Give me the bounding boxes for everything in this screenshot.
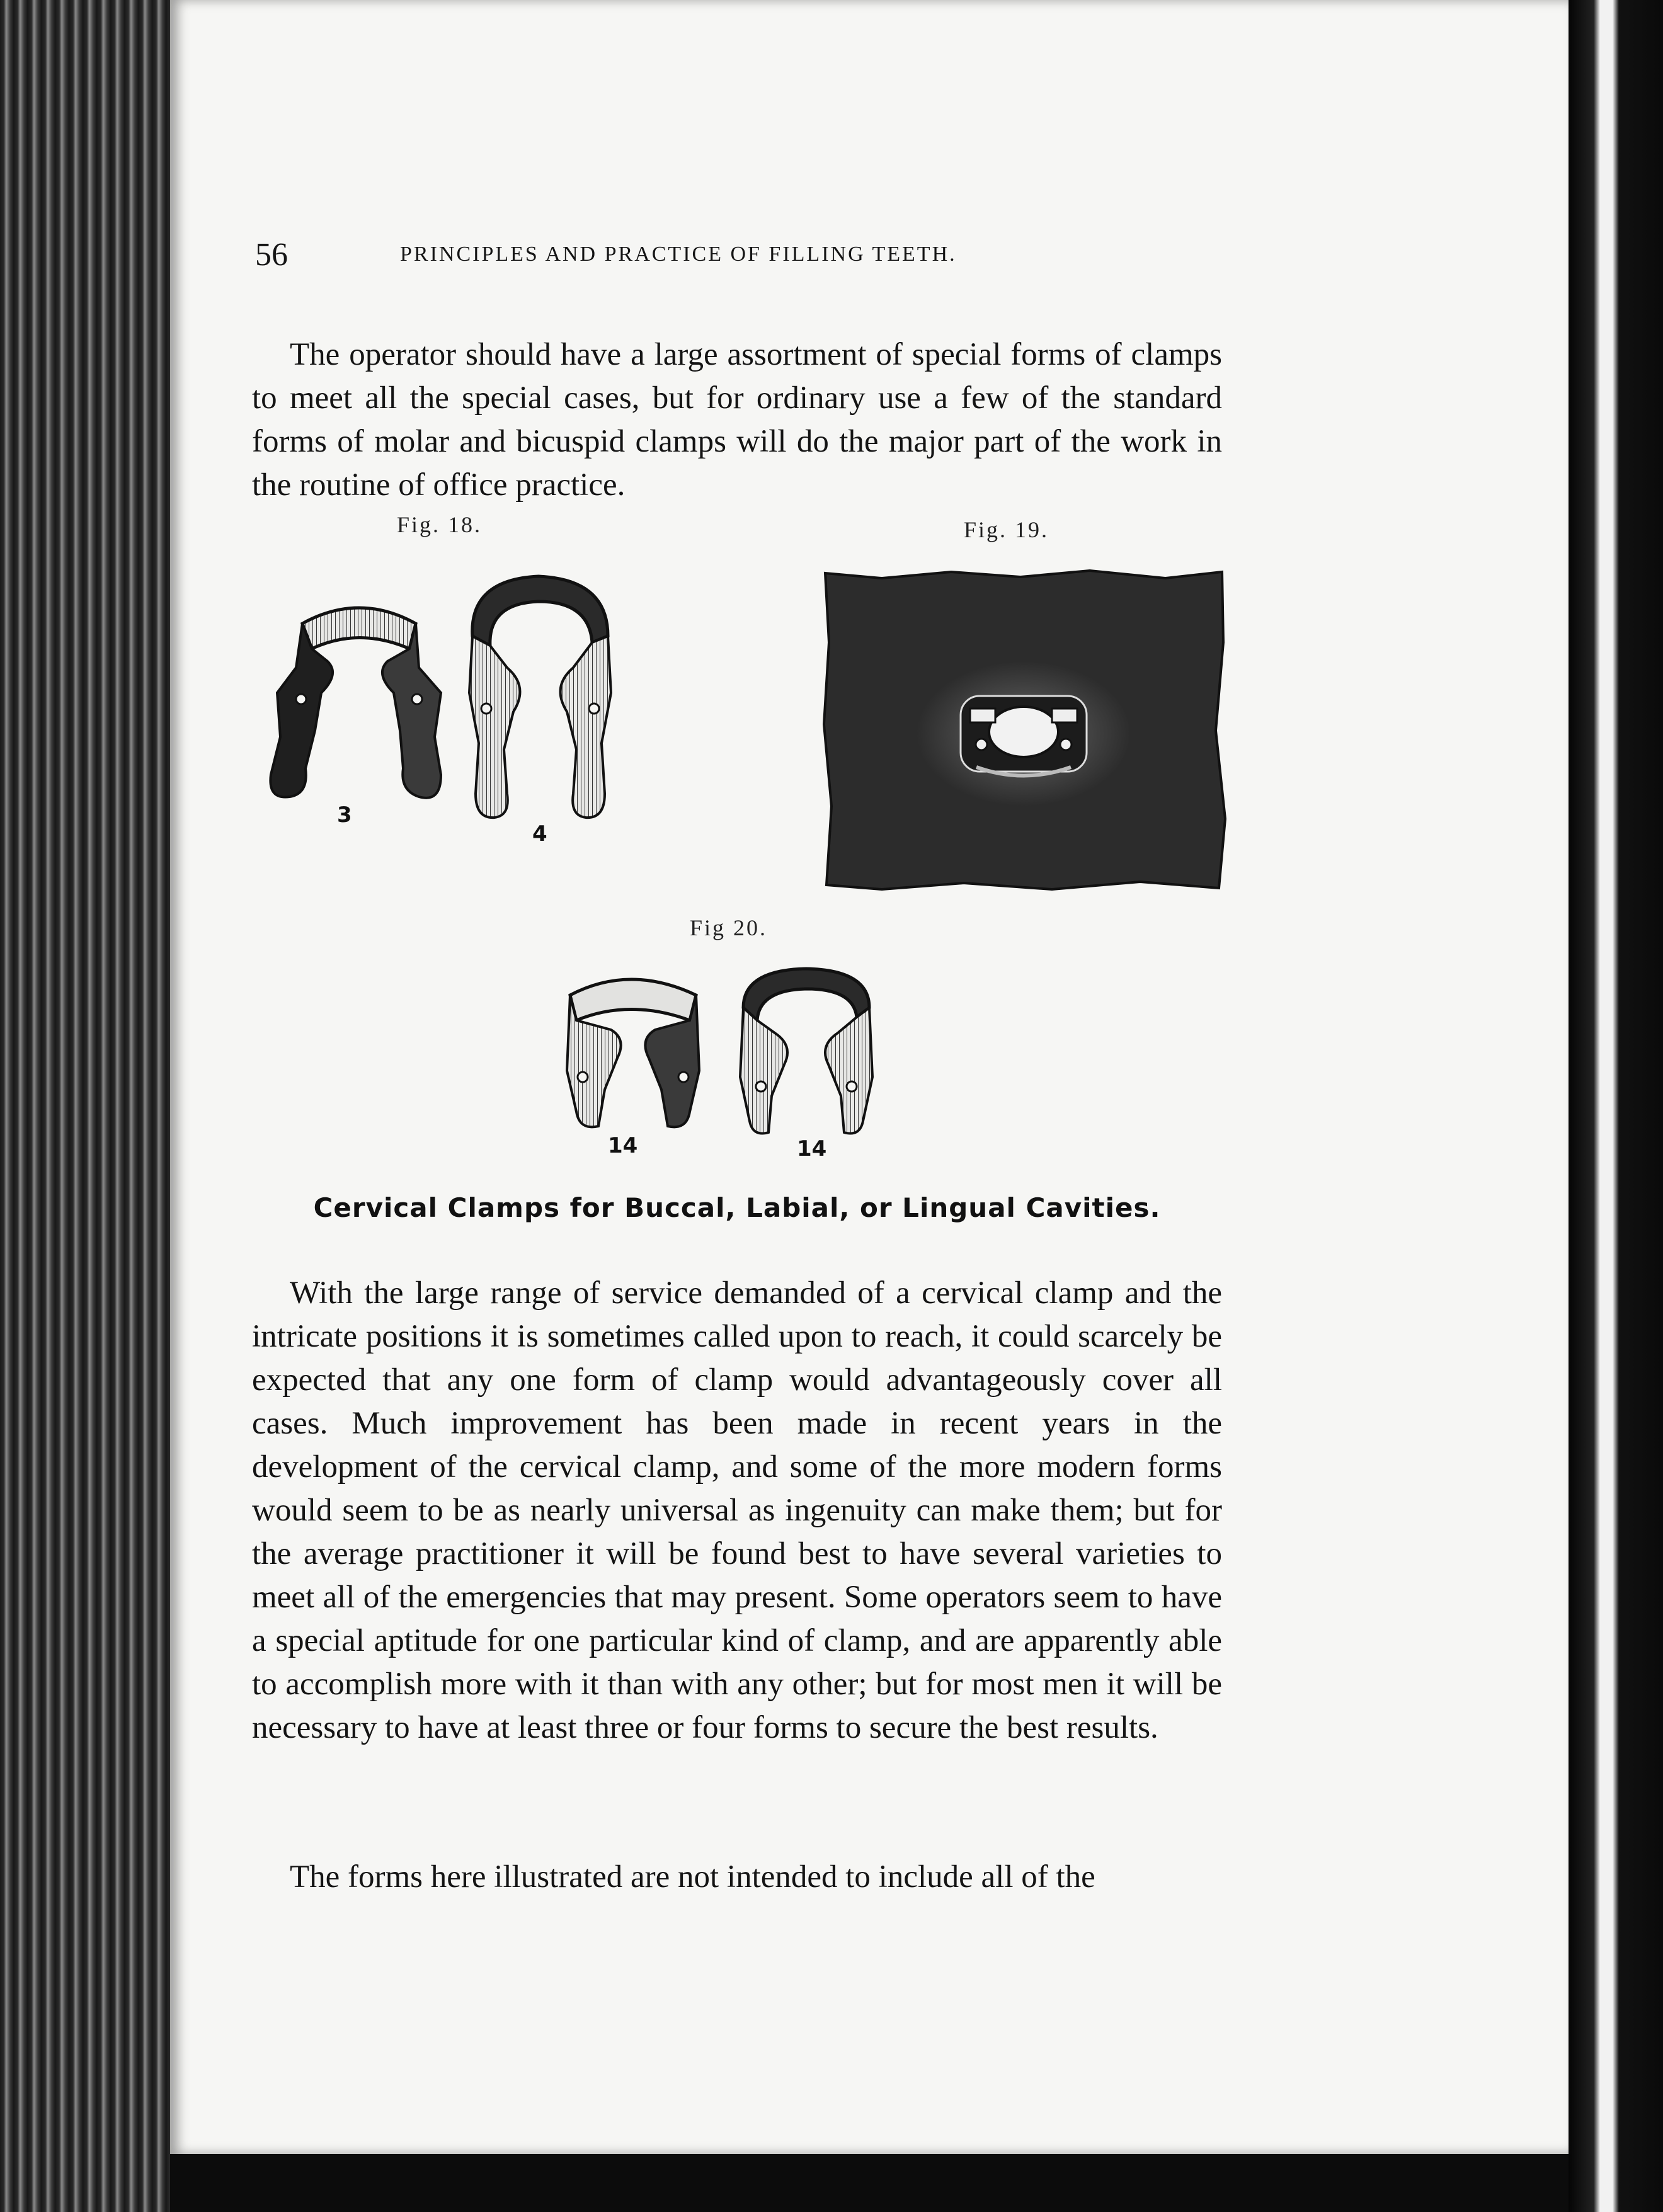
clamp-4-label: 4: [532, 821, 547, 847]
clamp-14-right-label: 14: [797, 1136, 827, 1161]
clamp-4-drawing: [469, 576, 611, 818]
clamp-3-label: 3: [337, 802, 352, 828]
intro-paragraph: The operator should have a large assortment of special forms of clamps to meet all the special cases, but for ordinary use a few of the standard forms of molar and bicuspid clamps will do the major part of the work in the routine of office practice.: [252, 337, 1222, 503]
clamp-3-drawing: [270, 608, 441, 798]
page-number: 56: [255, 237, 288, 273]
fig18-caption: Fig. 18.: [397, 512, 483, 537]
section-heading: Cervical Clamps for Buccal, Labial, or Lingual Cavities.: [313, 1192, 1161, 1223]
fig18-clamps-illustration: [252, 567, 693, 857]
dam-clamp: [961, 696, 1087, 776]
clamp-14-left-drawing: [567, 979, 699, 1127]
book-right-edge: [1569, 0, 1663, 2212]
fig19-rubber-dam-illustration: [813, 567, 1235, 894]
book-left-edge: [0, 0, 170, 2212]
clamp-14-left-label: 14: [608, 1133, 638, 1158]
fig19-caption: Fig. 19.: [964, 517, 1049, 542]
clamp-14-right-drawing: [740, 969, 872, 1134]
page-header: [255, 236, 1263, 287]
fig20-clamps-illustration: [548, 964, 913, 1165]
fig20-caption: Fig 20.: [690, 915, 768, 940]
running-head: PRINCIPLES AND PRACTICE OF FILLING TEETH.: [400, 242, 957, 266]
closing-paragraph: The forms here illustrated are not intended to include all of the: [290, 1859, 1095, 1895]
body-paragraph: With the large range of service demanded of a cervical clamp and the intricate positions it is sometimes called upon to reach, it could scarcely be expected that any one form of clamp would advantageously cover all cases. Much improvement has been made in recent years in the development of the cervical clamp, and some of the more modern forms would seem to be as nearly universal as ingenuity can make them; but for the average practitioner it will be found best to have several varieties to meet all of the emergencies that may present. Some operators seem to have a special aptitude for one particular kind of clamp, and are apparently able to accomplish more with it than with any other; but for most men it will be necessary to have at least three or four forms to secure the best results.: [252, 1275, 1222, 1745]
